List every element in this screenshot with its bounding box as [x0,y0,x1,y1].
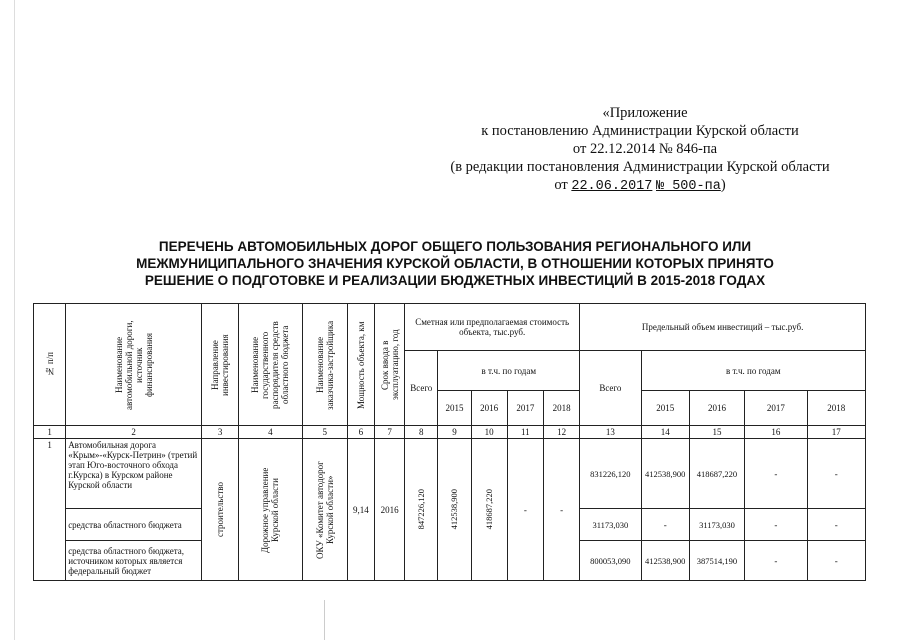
col-number: 15 [689,426,744,439]
header-estimate: Сметная или предполагаемая стоимость объекта, тыс.руб. [405,304,580,351]
row-source-name: средства областного бюджета [66,509,202,541]
header-estimate-by-years: в т.ч. по годам [438,351,580,391]
col-number: 10 [471,426,507,439]
limit-2018: - [807,541,865,581]
limit-2016: 31173,030 [689,509,744,541]
limit-total: 831226,120 [580,439,641,509]
annex-header [420,104,860,196]
title-line-3: РЕШЕНИЕ О ПОДГОТОВКЕ И РЕАЛИЗАЦИИ БЮДЖЕТНЫХ ИНВЕСТИЦИЙ В 2015-2018 ГОДАХ [144,273,766,288]
column-numbers-row [34,426,866,439]
limit-2017: - [745,439,807,509]
row-capacity: 9,14 [347,439,374,581]
limit-2016: 387514,190 [689,541,744,581]
header-est-2015: 2015 [438,391,471,426]
col-number: 17 [807,426,865,439]
col-number: 6 [347,426,374,439]
header-lim-2018: 2018 [807,391,865,426]
col-number: 9 [438,426,471,439]
table-row [34,439,866,509]
limit-2015: 412538,900 [641,439,689,509]
header-capacity: Мощность объекта, км [347,304,374,426]
col-number: 8 [405,426,438,439]
row-manager: Дорожное управление Курской области [239,439,302,581]
annex-date: 22.06.2017 [571,179,653,194]
row-source-name: средства областного бюджета, источником которых является федеральный бюджет [66,541,202,581]
header-customer: Наименование заказчика-застройщика [302,304,347,426]
limit-2017: - [745,509,807,541]
investment-table [33,303,866,581]
annex-line-4: (в редакции постановления Администрации Курской области [450,159,830,175]
col-number: 1 [34,426,66,439]
col-number: 5 [302,426,347,439]
header-term: Срок ввода в эксплуатацию, год [375,304,405,426]
limit-total: 800053,090 [580,541,641,581]
row-num: 1 [34,439,66,581]
row-estimate-2015: 412538,900 [438,439,471,581]
col-number: 14 [641,426,689,439]
title-line-2: МЕЖМУНИЦИПАЛЬНОГО ЗНАЧЕНИЯ КУРСКОЙ ОБЛАСТИ, В ОТНОШЕНИИ КОТОРЫХ ПРИНЯТО [136,256,774,271]
col-number: 7 [375,426,405,439]
col-number: 13 [580,426,641,439]
annex-line-1: «Приложение [602,105,688,121]
limit-total: 31173,030 [580,509,641,541]
annex-line-5-prefix: от [554,177,568,193]
header-lim-2016: 2016 [689,391,744,426]
header-manager: Наименование государственного распорядителя средств областного бюджета [239,304,302,426]
annex-line-2: к постановлению Администрации Курской области [481,123,799,139]
scan-edge-line [14,0,15,640]
header-estimate-total: Всего [405,351,438,426]
row-term: 2016 [375,439,405,581]
header-limit-by-years: в т.ч. по годам [641,351,865,391]
row-estimate-total: 847226,120 [405,439,438,581]
annex-line-5-suffix: ) [720,177,726,193]
col-number: 12 [543,426,579,439]
limit-2018: - [807,439,865,509]
header-lim-2017: 2017 [745,391,807,426]
limit-2017: - [745,541,807,581]
scan-artifact-line [324,600,325,640]
header-est-2017: 2017 [507,391,543,426]
header-direction: Направление инвестирования [201,304,238,426]
col-number: 3 [201,426,238,439]
col-number: 2 [66,426,202,439]
header-limit: Предельный объем инвестиций – тыс.руб. [580,304,866,351]
col-number: 11 [507,426,543,439]
header-lim-2015: 2015 [641,391,689,426]
row-name: Автомобильная дорога «Крым»-«Курск-Петрин» (третий этап Юго-восточного обхода г.Курска) в Курском районе Курской области [66,439,202,509]
document-title [70,238,840,289]
header-est-2016: 2016 [471,391,507,426]
limit-2015: - [641,509,689,541]
header-est-2018: 2018 [543,391,579,426]
limit-2015: 412538,900 [641,541,689,581]
row-customer: ОКУ «Комитет автодорог Курской области» [302,439,347,581]
limit-2018: - [807,509,865,541]
row-estimate-2018: - [543,439,579,581]
col-number: 16 [745,426,807,439]
annex-line-3: от 22.12.2014 № 846-па [572,141,718,157]
annex-line-5 [420,176,860,196]
header-limit-total: Всего [580,351,641,426]
header-num: № п/п [34,304,66,426]
row-estimate-2016: 418687,220 [471,439,507,581]
row-direction: строительство [201,439,238,581]
title-line-1: ПЕРЕЧЕНЬ АВТОМОБИЛЬНЫХ ДОРОГ ОБЩЕГО ПОЛЬЗОВАНИЯ РЕГИОНАЛЬНОГО ИЛИ [158,239,752,254]
header-name: Наименование автомобильной дороги, источник финансирования [66,304,202,426]
annex-number: № 500-па [656,179,721,194]
row-estimate-2017: - [507,439,543,581]
limit-2016: 418687,220 [689,439,744,509]
col-number: 4 [239,426,302,439]
